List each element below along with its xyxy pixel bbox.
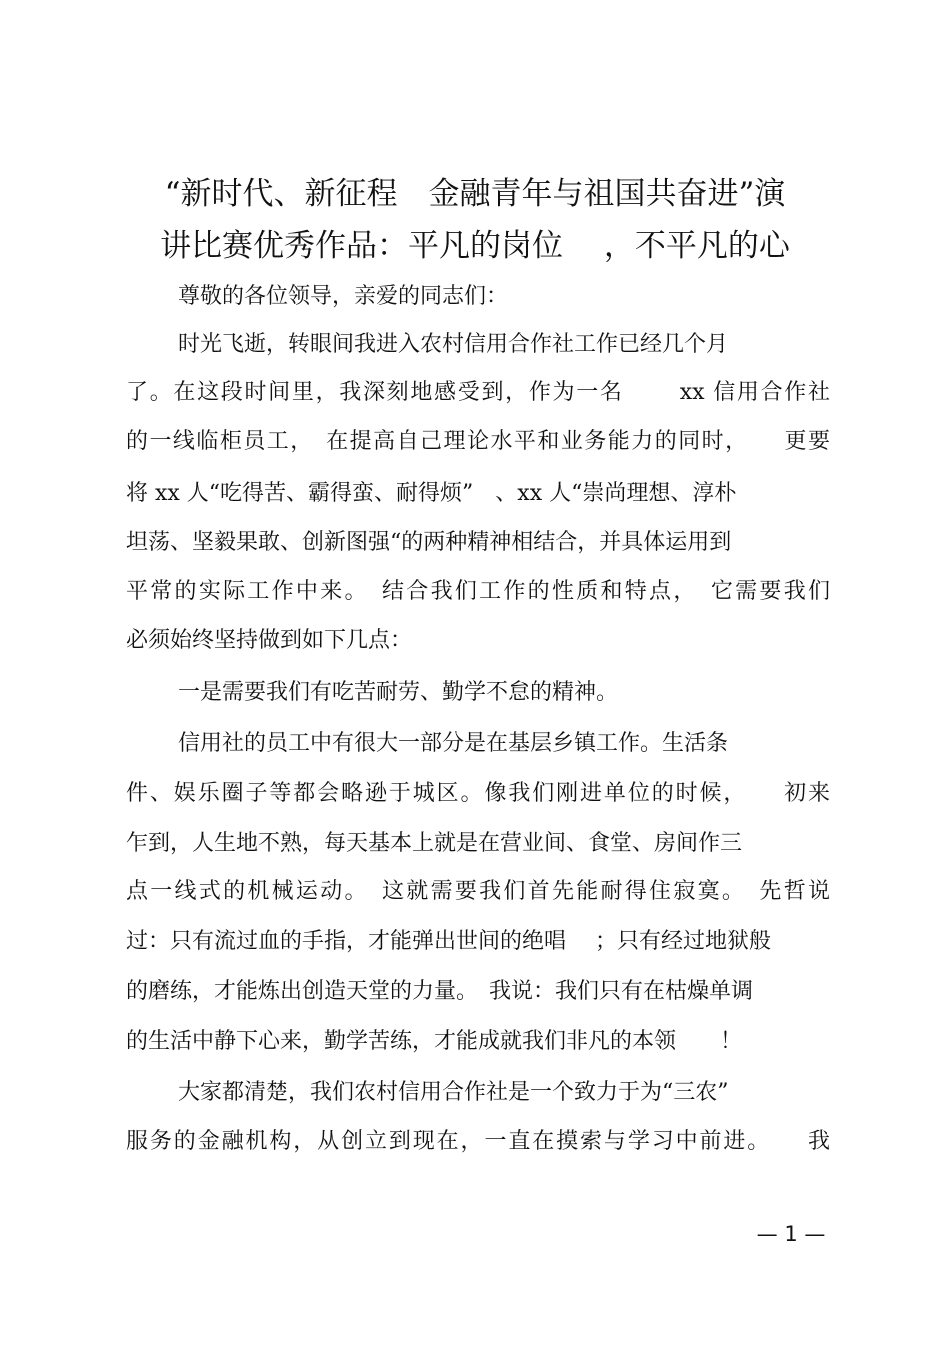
paragraph-line: 乍到，人生地不熟，每天基本上就是在营业间、食堂、房间作三	[126, 831, 743, 856]
paragraph-line: 大家都清楚，我们农村信用合作社是一个致力于为“三农”	[178, 1080, 729, 1105]
paragraph-line: 点一线式的机械运动。 这就需要我们首先能耐得住寂寞。 先哲说	[126, 879, 830, 904]
paragraph-line: 服务的金融机构，从创立到现在，一直在摸索与学习中前进。 我	[126, 1129, 830, 1154]
paragraph-line: 了。在这段时间里，我深刻地感受到，作为一名 xx 信用合作社	[126, 380, 830, 405]
salutation: 尊敬的各位领导，亲爱的同志们：	[178, 284, 509, 309]
page-number: — 1 —	[756, 1222, 826, 1246]
paragraph-line: 必须始终坚持做到如下几点：	[126, 628, 413, 653]
paragraph-line: 将 xx 人“吃得苦、霸得蛮、耐得烦” 、xx 人“崇尚理想、淳朴	[126, 481, 737, 506]
paragraph-line: 的磨练，才能炼出创造天堂的力量。 我说：我们只有在枯燥单调	[126, 979, 754, 1004]
paragraph-line: 过：只有流过血的手指，才能弹出世间的绝唱 ；只有经过地狱般	[126, 929, 771, 954]
paragraph-line: 信用社的员工中有很大一部分是在基层乡镇工作。生活条	[178, 731, 729, 756]
paragraph-line: 件、娱乐圈子等都会略逊于城区。像我们刚进单位的时候， 初来	[126, 781, 830, 806]
paragraph-line: 平常的实际工作中来。 结合我们工作的性质和特点， 它需要我们	[126, 579, 830, 604]
section-heading: 一是需要我们有吃苦耐劳、勤学不怠的精神。	[178, 680, 619, 705]
paragraph-line: 的生活中静下心来，勤学苦练，才能成就我们非凡的本领 ！	[126, 1029, 743, 1054]
title-line-2: 讲比赛优秀作品：平凡的岗位 ，不平凡的心	[160, 228, 790, 264]
title-line-1: “新时代、新征程 金融青年与祖国共奋进”演	[164, 176, 786, 212]
paragraph-line: 坦荡、坚毅果敢、创新图强“的两种精神相结合，并具体运用到	[126, 530, 732, 555]
paragraph-line: 时光飞逝，转眼间我进入农村信用合作社工作已经几个月	[178, 332, 729, 357]
paragraph-line: 的一线临柜员工， 在提高自己理论水平和业务能力的同时， 更要	[126, 429, 830, 454]
